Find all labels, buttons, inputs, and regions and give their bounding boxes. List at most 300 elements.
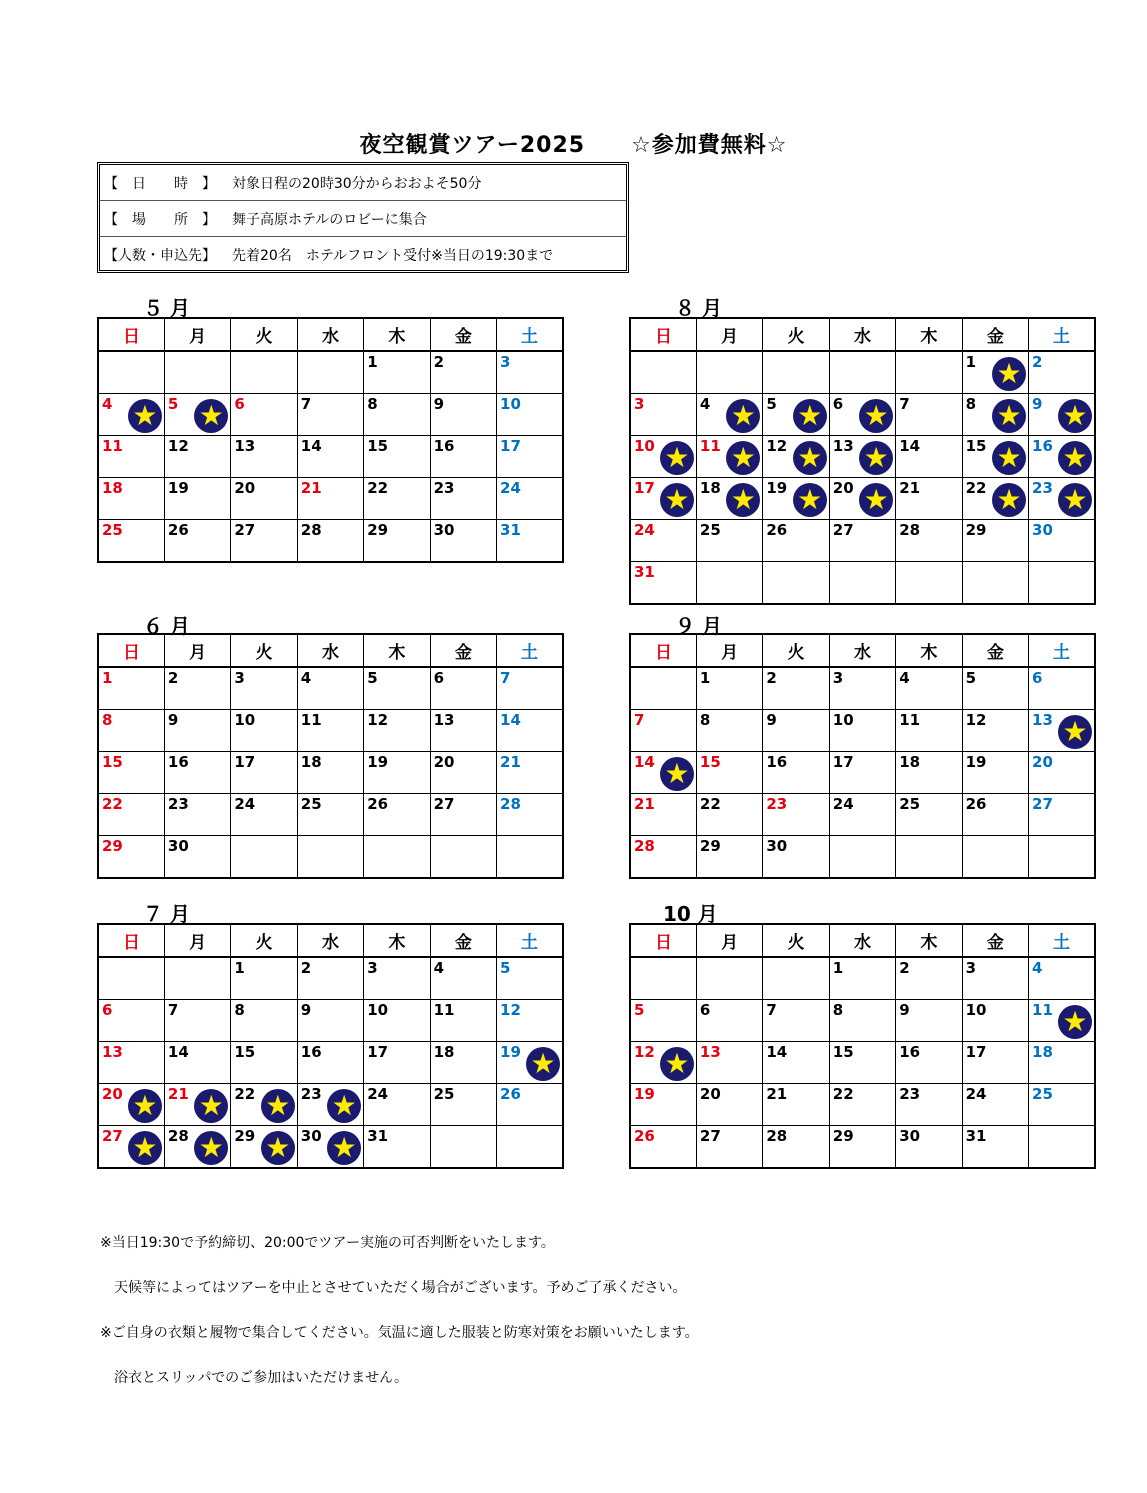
day-number: 25 [300, 795, 322, 813]
day-number: 7 [300, 395, 312, 413]
day-cell [962, 957, 1028, 1000]
weekday-header: 火 [763, 924, 829, 957]
day-number: 6 [832, 395, 844, 413]
day-number: 13 [699, 1043, 721, 1061]
weekday-header: 水 [829, 924, 895, 957]
star-icon: ★ [1058, 441, 1092, 475]
day-cell [497, 351, 563, 394]
day-number: 15 [832, 1043, 854, 1061]
day-number: 8 [367, 395, 378, 413]
day-number: 27 [102, 1127, 123, 1145]
day-number: 12 [367, 711, 389, 729]
day-cell [231, 836, 297, 879]
weekday-header: 火 [231, 924, 297, 957]
day-number: 30 [766, 837, 788, 855]
month-calendar [97, 633, 564, 879]
day-cell [829, 667, 895, 710]
day-number: 18 [1032, 1043, 1053, 1061]
day-number: 14 [500, 711, 521, 729]
day-number: 23 [1032, 479, 1053, 497]
day-cell [1029, 752, 1095, 794]
day-cell [630, 394, 696, 436]
day-number: 14 [634, 753, 655, 771]
day-number: 2 [766, 669, 777, 687]
day-cell [364, 836, 430, 879]
day-cell [297, 1042, 363, 1084]
month-calendar [97, 317, 564, 563]
day-number: 9 [766, 711, 777, 729]
weekday-header: 土 [497, 924, 563, 957]
day-number: 2 [167, 669, 179, 687]
info-row-place [100, 201, 626, 237]
day-cell [896, 394, 962, 436]
day-number: 29 [699, 837, 721, 855]
day-number: 23 [167, 795, 189, 813]
weekday-header: 月 [164, 924, 230, 957]
day-cell [430, 752, 496, 794]
day-cell [98, 1042, 164, 1084]
day-cell [1029, 520, 1095, 562]
day-number: 30 [167, 837, 189, 855]
day-cell [763, 752, 829, 794]
day-cell [696, 562, 762, 605]
day-cell [497, 957, 563, 1000]
day-number: 31 [634, 563, 655, 581]
day-cell [829, 1084, 895, 1126]
day-number: 23 [300, 1085, 322, 1103]
day-number: 11 [433, 1001, 455, 1019]
day-cell [763, 1000, 829, 1042]
weekday-header: 金 [430, 924, 496, 957]
day-number: 26 [500, 1085, 521, 1103]
month-label: ５ 月 [143, 296, 190, 320]
info-label: 【 場 所 】 [104, 211, 216, 228]
day-cell [98, 478, 164, 520]
day-cell [430, 1126, 496, 1169]
day-number: 18 [102, 479, 123, 497]
day-cell [696, 752, 762, 794]
day-cell [297, 351, 363, 394]
day-cell [231, 752, 297, 794]
day-number: 10 [367, 1001, 389, 1019]
day-number: 4 [899, 669, 910, 687]
day-cell [297, 1084, 363, 1126]
day-number: 16 [1032, 437, 1053, 455]
day-number: 20 [433, 753, 455, 771]
day-cell [364, 1084, 430, 1126]
day-number: 10 [634, 437, 655, 455]
day-number: 17 [832, 753, 854, 771]
day-number: 5 [167, 395, 179, 413]
day-number: 9 [899, 1001, 910, 1019]
day-cell [297, 710, 363, 752]
star-icon: ★ [793, 483, 827, 517]
day-number: 21 [300, 479, 322, 497]
weekday-header: 日 [630, 318, 696, 351]
day-cell [630, 1126, 696, 1169]
day-cell [630, 520, 696, 562]
day-cell [98, 957, 164, 1000]
day-cell [98, 667, 164, 710]
star-icon: ★ [726, 399, 760, 433]
day-cell [1029, 436, 1095, 478]
day-number: 8 [699, 711, 711, 729]
day-number: 26 [634, 1127, 655, 1145]
day-number: 28 [766, 1127, 788, 1145]
day-cell [630, 436, 696, 478]
day-cell [1029, 710, 1095, 752]
day-number: 27 [234, 521, 256, 539]
day-number: 8 [965, 395, 977, 413]
star-icon: ★ [660, 757, 694, 791]
day-cell [763, 520, 829, 562]
day-cell [497, 1042, 563, 1084]
day-cell [829, 520, 895, 562]
day-cell [896, 1084, 962, 1126]
day-number: 3 [965, 959, 977, 977]
day-number: 19 [634, 1085, 655, 1103]
day-number: 19 [167, 479, 189, 497]
day-number: 21 [634, 795, 655, 813]
month-label: 10 月 [663, 902, 718, 926]
day-number: 7 [766, 1001, 777, 1019]
day-number: 23 [433, 479, 455, 497]
weekday-header: 土 [1029, 634, 1095, 667]
day-cell [1029, 562, 1095, 605]
day-number: 25 [433, 1085, 455, 1103]
day-number: 18 [433, 1043, 455, 1061]
day-cell [962, 351, 1028, 394]
day-number: 1 [832, 959, 844, 977]
day-number: 12 [500, 1001, 521, 1019]
weekday-header: 水 [297, 634, 363, 667]
star-icon: ★ [1058, 399, 1092, 433]
day-cell [430, 1000, 496, 1042]
day-cell [962, 394, 1028, 436]
day-cell [896, 436, 962, 478]
day-number: 30 [433, 521, 455, 539]
day-number: 12 [965, 711, 987, 729]
day-number: 15 [965, 437, 987, 455]
day-cell [164, 752, 230, 794]
day-number: 17 [234, 753, 256, 771]
day-cell [430, 957, 496, 1000]
day-number: 7 [167, 1001, 179, 1019]
day-cell [896, 1042, 962, 1084]
day-number: 17 [965, 1043, 987, 1061]
day-number: 11 [699, 437, 721, 455]
day-cell [98, 752, 164, 794]
day-number: 6 [102, 1001, 113, 1019]
day-cell [1029, 836, 1095, 879]
day-cell [297, 520, 363, 563]
day-cell [829, 752, 895, 794]
day-cell [896, 520, 962, 562]
month-calendar [629, 923, 1096, 1169]
star-icon: ★ [992, 357, 1026, 391]
weekday-header: 火 [231, 634, 297, 667]
day-number: 6 [433, 669, 445, 687]
day-cell [98, 1000, 164, 1042]
day-number: 7 [634, 711, 645, 729]
day-cell [763, 836, 829, 879]
star-icon: ★ [128, 399, 162, 433]
month-label: ９ 月 [675, 614, 722, 638]
day-cell [896, 1000, 962, 1042]
day-cell [763, 1126, 829, 1169]
day-number: 2 [433, 353, 445, 371]
star-icon: ★ [261, 1131, 295, 1165]
day-number: 20 [832, 479, 854, 497]
day-cell [497, 478, 563, 520]
weekday-header: 木 [896, 318, 962, 351]
weekday-header: 日 [630, 634, 696, 667]
day-number: 5 [634, 1001, 645, 1019]
day-number: 3 [832, 669, 844, 687]
star-icon: ★ [992, 483, 1026, 517]
day-number: 29 [367, 521, 389, 539]
day-cell [696, 836, 762, 879]
day-cell [98, 436, 164, 478]
day-cell [896, 957, 962, 1000]
day-number: 14 [300, 437, 322, 455]
note-line: 天候等によってはツアーを中止とさせていただく場合がございます。予めご了承ください。 [100, 1280, 687, 1296]
day-number: 18 [300, 753, 322, 771]
day-cell [364, 436, 430, 478]
day-cell [630, 1042, 696, 1084]
day-cell [763, 562, 829, 605]
notes [100, 1232, 699, 1412]
day-number: 21 [167, 1085, 189, 1103]
weekday-header: 金 [962, 924, 1028, 957]
star-icon: ★ [194, 1131, 228, 1165]
day-cell [630, 1084, 696, 1126]
day-number: 24 [832, 795, 854, 813]
star-icon: ★ [327, 1131, 361, 1165]
day-number: 7 [500, 669, 511, 687]
star-icon: ★ [194, 399, 228, 433]
day-number: 13 [832, 437, 854, 455]
day-cell [962, 478, 1028, 520]
day-number: 23 [766, 795, 788, 813]
day-cell [98, 1084, 164, 1126]
day-cell [430, 436, 496, 478]
day-cell [1029, 351, 1095, 394]
day-cell [962, 836, 1028, 879]
star-icon: ★ [327, 1089, 361, 1123]
day-number: 29 [234, 1127, 256, 1145]
day-number: 17 [634, 479, 655, 497]
day-cell [497, 520, 563, 563]
star-icon: ★ [859, 441, 893, 475]
day-number: 21 [500, 753, 521, 771]
day-number: 3 [500, 353, 511, 371]
day-number: 27 [1032, 795, 1053, 813]
weekday-header: 火 [763, 318, 829, 351]
day-number: 28 [300, 521, 322, 539]
day-cell [364, 351, 430, 394]
day-number: 23 [899, 1085, 921, 1103]
day-cell [98, 394, 164, 436]
info-value: 舞子高原ホテルのロビーに集合 [232, 211, 427, 228]
day-cell [164, 667, 230, 710]
day-cell [1029, 1042, 1095, 1084]
info-value: 対象日程の20時30分からおおよそ50分 [232, 175, 482, 192]
day-cell [231, 394, 297, 436]
day-cell [231, 957, 297, 1000]
weekday-header: 土 [497, 318, 563, 351]
day-number: 15 [234, 1043, 256, 1061]
star-icon: ★ [128, 1089, 162, 1123]
day-number: 6 [234, 395, 245, 413]
star-icon: ★ [1058, 483, 1092, 517]
weekday-header: 月 [164, 318, 230, 351]
day-number: 29 [965, 521, 987, 539]
day-number: 21 [899, 479, 921, 497]
weekday-header: 水 [829, 634, 895, 667]
day-cell [164, 794, 230, 836]
day-number: 9 [167, 711, 179, 729]
day-cell [364, 1126, 430, 1169]
day-number: 30 [899, 1127, 921, 1145]
weekday-header: 月 [696, 924, 762, 957]
day-number: 26 [167, 521, 189, 539]
day-cell [364, 394, 430, 436]
day-number: 22 [832, 1085, 854, 1103]
day-cell [630, 794, 696, 836]
day-cell [696, 436, 762, 478]
note-line: ※ご自身の衣類と履物で集合してください。気温に適した服装と防寒対策をお願いいたします。 [100, 1325, 699, 1341]
day-number: 25 [102, 521, 123, 539]
day-cell [98, 836, 164, 879]
day-number: 18 [699, 479, 721, 497]
star-icon: ★ [859, 399, 893, 433]
day-number: 28 [167, 1127, 189, 1145]
day-number: 4 [433, 959, 445, 977]
title-main: 夜空観賞ツアー2025 [359, 133, 586, 158]
day-cell [763, 794, 829, 836]
star-icon: ★ [859, 483, 893, 517]
day-number: 10 [832, 711, 854, 729]
day-number: 22 [234, 1085, 256, 1103]
day-number: 17 [367, 1043, 389, 1061]
day-cell [297, 1126, 363, 1169]
day-cell [98, 351, 164, 394]
day-cell [164, 836, 230, 879]
day-cell [1029, 794, 1095, 836]
day-cell [231, 436, 297, 478]
day-cell [696, 351, 762, 394]
star-icon: ★ [194, 1089, 228, 1123]
day-cell [1029, 1126, 1095, 1169]
day-number: 10 [500, 395, 521, 413]
weekday-header: 金 [430, 318, 496, 351]
day-number: 20 [102, 1085, 123, 1103]
day-cell [497, 710, 563, 752]
day-cell [896, 478, 962, 520]
day-cell [98, 1126, 164, 1169]
day-number: 2 [1032, 353, 1043, 371]
day-number: 28 [634, 837, 655, 855]
day-cell [763, 394, 829, 436]
day-number: 22 [965, 479, 987, 497]
day-number: 3 [634, 395, 645, 413]
day-cell [896, 710, 962, 752]
day-number: 2 [300, 959, 312, 977]
day-cell [763, 1084, 829, 1126]
day-cell [497, 1126, 563, 1169]
day-cell [763, 478, 829, 520]
day-cell [630, 836, 696, 879]
day-cell [297, 836, 363, 879]
weekday-header: 月 [696, 634, 762, 667]
day-number: 14 [899, 437, 921, 455]
day-cell [497, 667, 563, 710]
info-label: 【 日 時 】 [104, 175, 216, 192]
day-number: 27 [433, 795, 455, 813]
weekday-header: 日 [98, 634, 164, 667]
day-number: 29 [832, 1127, 854, 1145]
day-cell [231, 794, 297, 836]
weekday-header: 土 [497, 634, 563, 667]
day-number: 29 [102, 837, 123, 855]
day-cell [962, 1084, 1028, 1126]
day-cell [696, 520, 762, 562]
day-number: 30 [1032, 521, 1053, 539]
day-number: 22 [699, 795, 721, 813]
day-number: 9 [433, 395, 445, 413]
weekday-header: 木 [364, 318, 430, 351]
month-calendar [629, 317, 1096, 605]
day-number: 30 [300, 1127, 322, 1145]
day-cell [696, 794, 762, 836]
day-cell [1029, 1084, 1095, 1126]
day-cell [430, 520, 496, 563]
star-icon: ★ [793, 399, 827, 433]
day-cell [829, 710, 895, 752]
day-cell [98, 794, 164, 836]
page-title [0, 128, 1147, 159]
day-number: 19 [965, 753, 987, 771]
day-cell [962, 667, 1028, 710]
day-cell [896, 752, 962, 794]
day-cell [297, 436, 363, 478]
day-number: 12 [167, 437, 189, 455]
day-cell [763, 351, 829, 394]
day-number: 24 [500, 479, 521, 497]
day-cell [962, 794, 1028, 836]
day-number: 13 [1032, 711, 1053, 729]
note-line: ※当日19:30で予約締切、20:00でツアー実施の可否判断をいたします。 [100, 1235, 555, 1251]
day-cell [763, 667, 829, 710]
day-cell [364, 1042, 430, 1084]
day-number: 14 [167, 1043, 189, 1061]
day-number: 28 [899, 521, 921, 539]
day-cell [696, 478, 762, 520]
day-cell [364, 1000, 430, 1042]
day-cell [696, 1084, 762, 1126]
day-cell [696, 710, 762, 752]
day-cell [829, 957, 895, 1000]
month-calendar [629, 633, 1096, 879]
day-cell [297, 394, 363, 436]
day-number: 17 [500, 437, 521, 455]
day-cell [829, 1126, 895, 1169]
day-number: 24 [367, 1085, 389, 1103]
day-cell [297, 957, 363, 1000]
day-cell [630, 562, 696, 605]
day-cell [896, 836, 962, 879]
